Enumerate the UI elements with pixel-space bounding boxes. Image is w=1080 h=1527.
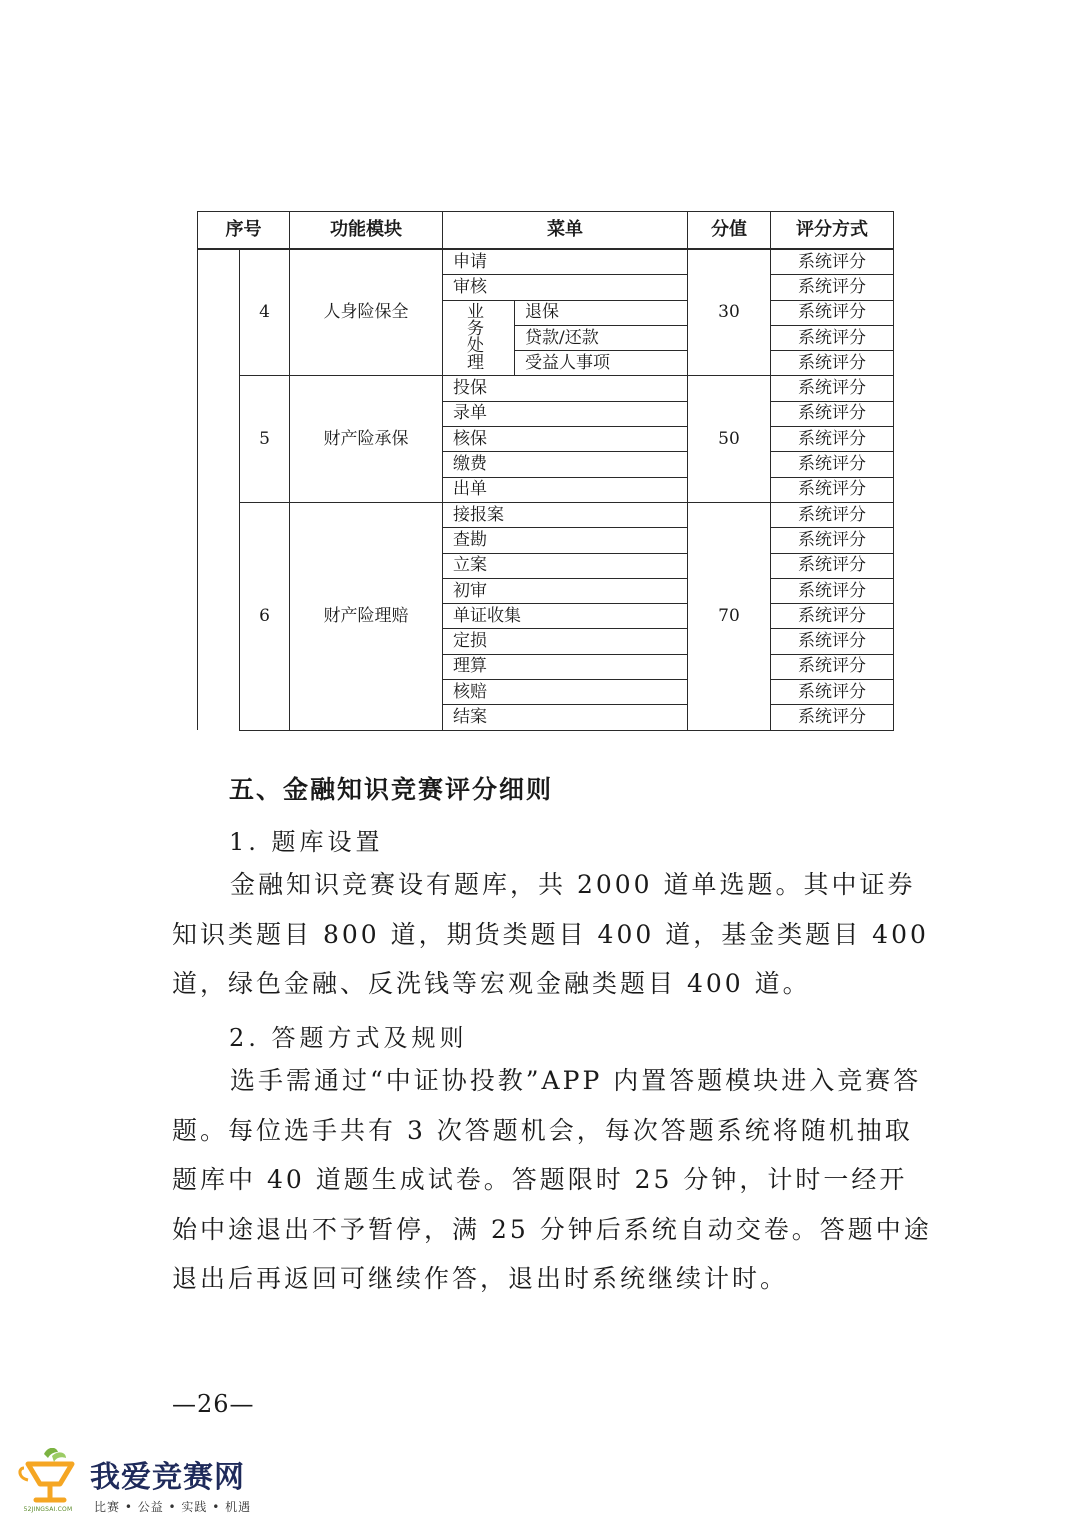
sub-group-label: 业 务 处 理 — [443, 300, 515, 376]
section-heading: 五、金融知识竞赛评分细则 — [229, 775, 554, 804]
paragraph-question-bank: 金融知识竞赛设有题库，共 2000 道单选题。其中证券知识类题目 800 道，期货类题目 400 道，基金类题目 400 道，绿色金融、反洗钱等宏观金融类题目 400 道。 — [172, 870, 929, 998]
score-cell: 50 — [688, 376, 771, 502]
method-cell: 系统评分 — [771, 629, 894, 654]
site-url: 52JINGSAI.COM — [23, 1506, 73, 1513]
menu-cell: 接报案 — [443, 502, 688, 527]
menu-cell: 审核 — [443, 275, 688, 300]
menu-cell: 投保 — [443, 376, 688, 401]
menu-cell: 申请 — [443, 249, 688, 275]
header-menu: 菜单 — [443, 212, 688, 250]
scoring-table — [197, 211, 894, 731]
menu-cell: 查勘 — [443, 528, 688, 553]
table-row — [198, 376, 894, 401]
menu-cell: 退保 — [515, 300, 688, 325]
header-score: 分值 — [688, 212, 771, 250]
seq-cell: 4 — [240, 249, 290, 376]
menu-cell: 核赔 — [443, 680, 688, 705]
method-cell: 系统评分 — [771, 578, 894, 603]
menu-cell: 定损 — [443, 629, 688, 654]
merged-outer-cell — [198, 249, 240, 730]
method-cell: 系统评分 — [771, 452, 894, 477]
module-cell: 人身险保全 — [290, 249, 443, 376]
method-cell: 系统评分 — [771, 705, 894, 730]
table-row — [198, 502, 894, 527]
method-cell: 系统评分 — [771, 477, 894, 502]
method-cell: 系统评分 — [771, 604, 894, 629]
method-cell: 系统评分 — [771, 376, 894, 401]
module-cell: 财产险承保 — [290, 376, 443, 502]
module-cell: 财产险理赔 — [290, 502, 443, 730]
menu-cell: 结案 — [443, 705, 688, 730]
menu-cell: 核保 — [443, 427, 688, 452]
score-cell: 70 — [688, 502, 771, 730]
site-name: 我爱竞赛网 — [90, 1460, 245, 1495]
menu-cell: 出单 — [443, 477, 688, 502]
method-cell: 系统评分 — [771, 553, 894, 578]
subsection-heading-answer-rules: 2. 答题方式及规则 — [229, 1024, 468, 1052]
method-cell: 系统评分 — [771, 502, 894, 527]
menu-cell: 缴费 — [443, 452, 688, 477]
menu-cell: 初审 — [443, 578, 688, 603]
table-row — [198, 249, 894, 275]
header-seq: 序号 — [198, 212, 290, 250]
subsection-heading-question-bank: 1. 题库设置 — [229, 828, 384, 856]
trophy-logo-icon — [14, 1448, 86, 1512]
seq-cell: 6 — [240, 502, 290, 730]
method-cell: 系统评分 — [771, 528, 894, 553]
paragraph-answer-rules: 选手需通过“中证协投教”APP 内置答题模块进入竞赛答题。每位选手共有 3 次答题机会，每次答题系统将随机抽取题库中 40 道题生成试卷。答题限时 25 分钟，计时一经开始中途退出不予暂停，满 25 分钟后系统自动交卷。答题中途退出后再返回可继续作答，退出时系统继续计时。 — [172, 1066, 932, 1293]
method-cell: 系统评分 — [771, 351, 894, 376]
site-logo — [10, 1448, 270, 1518]
header-method: 评分方式 — [771, 212, 894, 250]
method-cell: 系统评分 — [771, 427, 894, 452]
method-cell: 系统评分 — [771, 325, 894, 350]
table-header-row — [198, 212, 894, 250]
method-cell: 系统评分 — [771, 275, 894, 300]
method-cell: 系统评分 — [771, 654, 894, 679]
method-cell: 系统评分 — [771, 300, 894, 325]
header-module: 功能模块 — [290, 212, 443, 250]
menu-cell: 立案 — [443, 553, 688, 578]
menu-cell: 贷款/还款 — [515, 325, 688, 350]
score-cell: 30 — [688, 249, 771, 376]
menu-cell: 单证收集 — [443, 604, 688, 629]
site-slogan: 比赛 • 公益 • 实践 • 机遇 — [94, 1500, 252, 1514]
method-cell: 系统评分 — [771, 680, 894, 705]
method-cell: 系统评分 — [771, 401, 894, 426]
page-number: —26— — [172, 1390, 255, 1418]
seq-cell: 5 — [240, 376, 290, 502]
menu-cell: 受益人事项 — [515, 351, 688, 376]
menu-cell: 录单 — [443, 401, 688, 426]
menu-cell: 理算 — [443, 654, 688, 679]
method-cell: 系统评分 — [771, 249, 894, 275]
